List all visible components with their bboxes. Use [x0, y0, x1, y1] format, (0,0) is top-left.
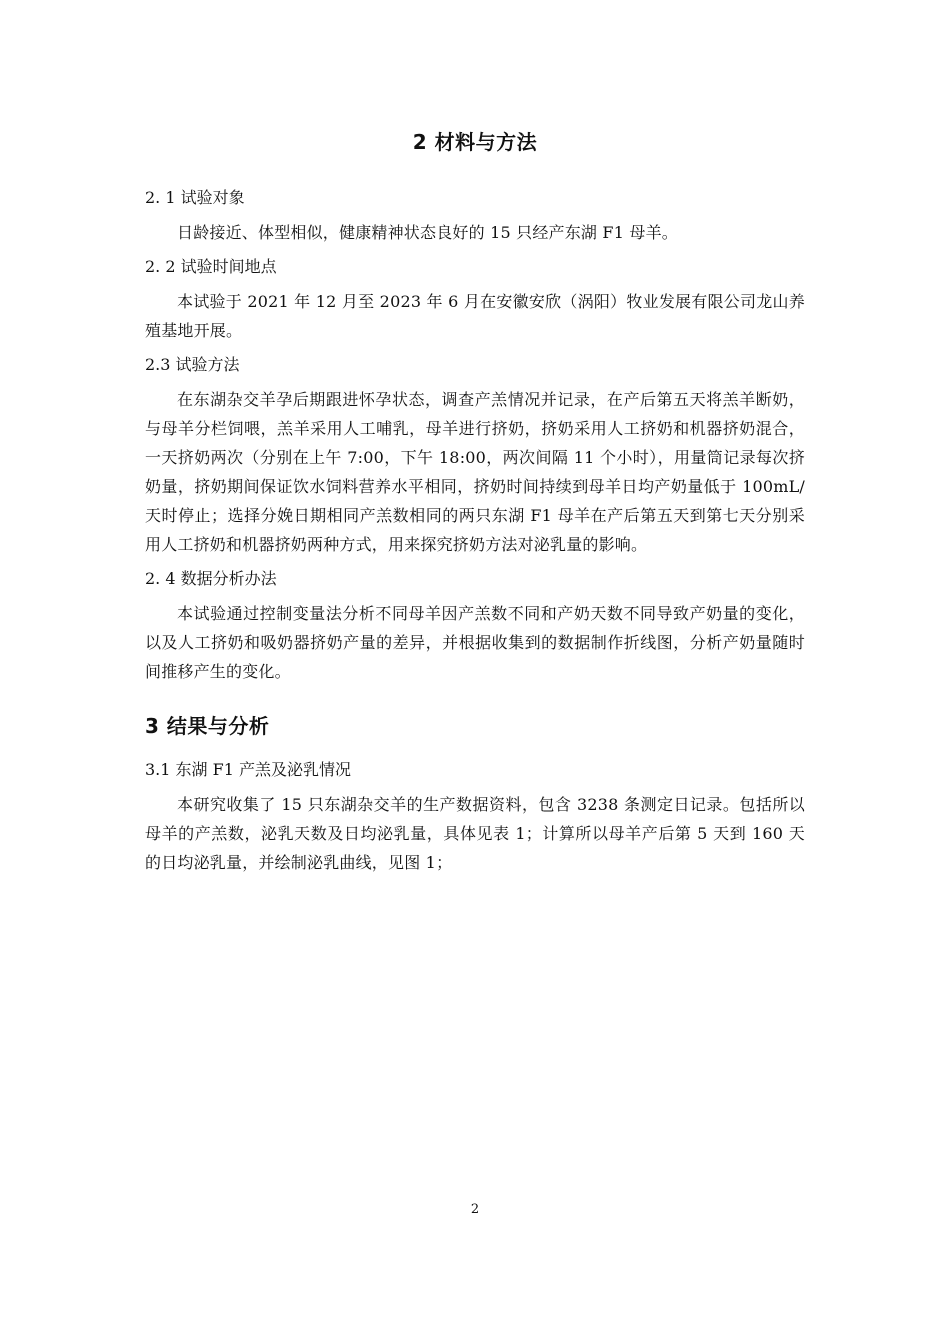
paragraph: 本试验通过控制变量法分析不同母羊因产羔数不同和产奶天数不同导致产奶量的变化，以及人工挤奶和吸奶器挤奶产量的差异，并根据收集到的数据制作折线图，分析产奶量随时间推移产生的变化。 [145, 604, 805, 681]
page-number: 2 [470, 1202, 480, 1217]
paragraph: 日龄接近、体型相似，健康精神状态良好的 15 只经产东湖 F1 母羊。 [177, 223, 678, 242]
section-2-2 [145, 253, 805, 345]
chapter-2-title: 2 材料与方法 [412, 130, 538, 154]
section-heading: 2.3 试验方法 [145, 355, 240, 374]
section-heading: 2. 1 试验对象 [145, 188, 245, 207]
paragraph: 在东湖杂交羊孕后期跟进怀孕状态，调查产羔情况并记录，在产后第五天将羔羊断奶，与母羊分栏饲喂，羔羊采用人工哺乳，母羊进行挤奶，挤奶采用人工挤奶和机器挤奶混合，一天挤奶两次（分别在上午 7:00，下午 18:00，两次间隔 11 个小时），用量筒记录每次挤奶量，挤奶期间保证饮水饲料营养水平相同，挤奶时间持续到母羊日均产奶量低于 100mL/天时停止；选择分娩日期相同产羔数相同的两只东湖 F1 母羊在产后第五天到第七天分别采用人工挤奶和机器挤奶两种方式，用来探究挤奶方法对泌乳量的影响。 [145, 390, 805, 554]
page-content [145, 126, 805, 883]
section-3-1 [145, 756, 805, 877]
paragraph: 本试验于 2021 年 12 月至 2023 年 6 月在安徽安欣（涡阳）牧业发展有限公司龙山养殖基地开展。 [145, 292, 805, 340]
section-heading: 2. 2 试验时间地点 [145, 257, 277, 276]
chapter-3-title: 3 结果与分析 [145, 714, 270, 738]
section-2-3 [145, 351, 805, 559]
section-2-1 [145, 184, 805, 247]
section-heading: 2. 4 数据分析办法 [145, 569, 277, 588]
section-2-4 [145, 565, 805, 686]
paragraph: 本研究收集了 15 只东湖杂交羊的生产数据资料，包含 3238 条测定日记录。包括所以母羊的产羔数，泌乳天数及日均泌乳量，具体见表 1；计算所以母羊产后第 5 天到 160 天的日均泌乳量，并绘制泌乳曲线，见图 1； [145, 795, 805, 872]
section-heading: 3.1 东湖 F1 产羔及泌乳情况 [145, 760, 351, 779]
